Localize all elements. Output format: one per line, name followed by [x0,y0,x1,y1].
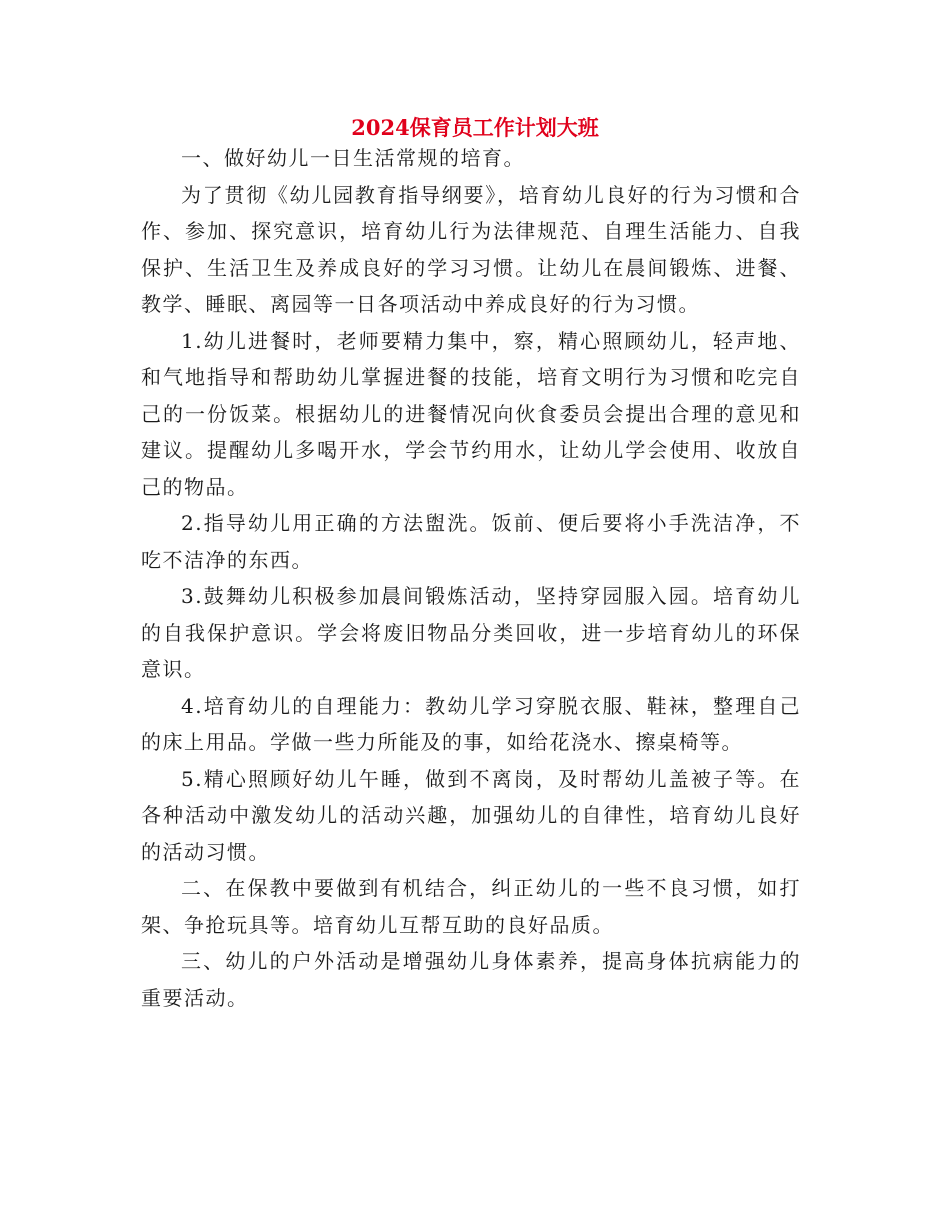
document-title: 2024保育员工作计划大班 [351,115,599,140]
paragraph-item-2: 2.指导幼儿用正确的方法盥洗。饭前、便后要将小手洗洁净，不吃不洁净的东西。 [141,511,801,572]
paragraph-item-1: 1.幼儿进餐时，老师要精力集中，察，精心照顾幼儿，轻声地、和气地指导和帮助幼儿掌握进餐的技能，培育文明行为习惯和吃完自己的一份饭菜。根据幼儿的进餐情况向伙食委员会提出合理的意见和建议。提醒幼儿多喝开水，学会节约用水，让幼儿学会使用、收放自己的物品。 [141,328,801,499]
paragraph-item-4: 4.培育幼儿的自理能力：教幼儿学习穿脱衣服、鞋袜，整理自己的床上用品。学做一些力所能及的事，如给花浇水、擦桌椅等。 [141,693,801,754]
paragraph-section-2: 二、在保教中要做到有机结合，纠正幼儿的一些不良习惯，如打架、争抢玩具等。培育幼儿互帮互助的良好品质。 [141,876,801,937]
paragraph-item-3: 3.鼓舞幼儿积极参加晨间锻炼活动，坚持穿园服入园。培育幼儿的自我保护意识。学会将废旧物品分类回收，进一步培育幼儿的环保意识。 [141,584,801,681]
paragraph-section-3: 三、幼儿的户外活动是增强幼儿身体素养，提高身体抗病能力的重要活动。 [141,949,801,1010]
document-body [141,140,801,1016]
paragraph-item-5: 5.精心照顾好幼儿午睡，做到不离岗，及时帮幼儿盖被子等。在各种活动中激发幼儿的活动兴趣，加强幼儿的自律性，培育幼儿良好的活动习惯。 [141,766,801,864]
paragraph-intro: 为了贯彻《幼儿园教育指导纲要》，培育幼儿良好的行为习惯和合作、参加、探究意识，培育幼儿行为法律规范、自理生活能力、自我保护、生活卫生及养成良好的学习习惯。让幼儿在晨间锻炼、进餐、教学、睡眠、离园等一日各项活动中养成良好的行为习惯。 [141,182,801,316]
paragraph-section-1-heading: 一、做好幼儿一日生活常规的培育。 [181,146,525,170]
